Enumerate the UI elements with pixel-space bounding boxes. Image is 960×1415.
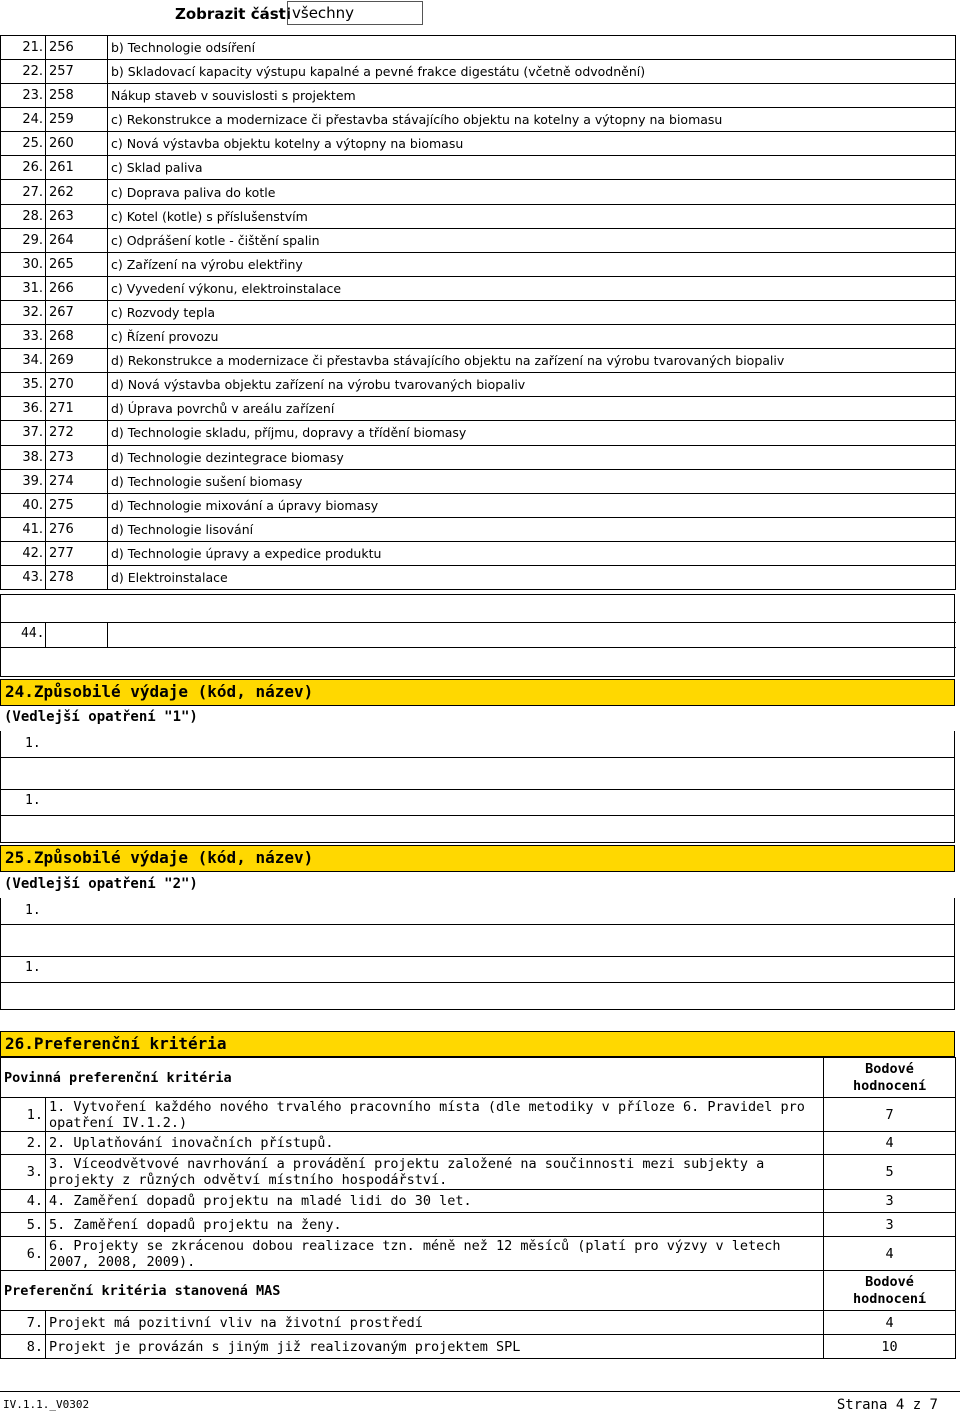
mas-criterion-row [1,1335,956,1359]
row-number: 34. [1,349,46,373]
table-row [1,108,956,132]
form-code: IV.1.1._V0302 [3,1398,90,1411]
row-description: b) Skladovací kapacity výstupu kapalné a pevné frakce digestátu (včetně odvodnění) [108,60,956,84]
row-code: 277 [46,541,108,565]
criterion-number: 4. [1,1190,46,1213]
row-number: 41. [1,517,46,541]
row-44 [0,594,955,677]
criterion-text: 4. Zaměření dopadů projektu na mladé lidi do 30 let. [46,1190,824,1213]
row-description: d) Nová výstavba objektu zařízení na výrobu tvarovaných biopaliv [108,373,956,397]
table-row [1,565,956,589]
show-parts-label: Zobrazit části [175,5,291,23]
row-description: Nákup staveb v souvislosti s projektem [108,84,956,108]
section-24-subtitle: (Vedlejší opatření "1") [4,709,198,725]
section-24-body [0,731,955,843]
criterion-number: 8. [1,1335,46,1359]
table-row [1,445,956,469]
row-number: 39. [1,469,46,493]
table-row [1,60,956,84]
table-row [1,132,956,156]
criterion-row [1,1190,956,1213]
row-description: c) Doprava paliva do kotle [108,180,956,204]
table-row [1,252,956,276]
row-code: 275 [46,493,108,517]
criterion-row [1,1155,956,1190]
table-row [1,325,956,349]
row-description: d) Technologie lisování [108,517,956,541]
table-row [1,349,956,373]
row-code: 272 [46,421,108,445]
criterion-text: Projekt má pozitivní vliv na životní prostředí [46,1311,824,1335]
section-26-title: 26.Preferenční kritéria [0,1031,955,1057]
row-code: 267 [46,300,108,324]
row-number: 37. [1,421,46,445]
row-description: c) Rekonstrukce a modernizace či přestavba stávajícího objektu na kotelny a výtopny na biomasu [108,108,956,132]
row-description: d) Technologie úpravy a expedice produktu [108,541,956,565]
row-code: 268 [46,325,108,349]
row-description: d) Technologie mixování a úpravy biomasy [108,493,956,517]
table-row [1,493,956,517]
section-24-title: 24.Způsobilé výdaje (kód, název) [0,679,955,706]
row-code: 270 [46,373,108,397]
points-header: Bodové hodnocení [824,1058,956,1098]
row-code: 256 [46,36,108,60]
row-number: 43. [1,565,46,589]
row-description: c) Vyvedení výkonu, elektroinstalace [108,276,956,300]
table-row [1,421,956,445]
row-number: 27. [1,180,46,204]
table-row [1,276,956,300]
row-code: 261 [46,156,108,180]
criterion-row [1,1098,956,1132]
section-25-item-1: 1. [25,903,41,918]
criterion-points: 5 [824,1155,956,1190]
footer-divider [0,1391,960,1392]
criterion-number: 3. [1,1155,46,1190]
row-number: 33. [1,325,46,349]
table-row [1,469,956,493]
criterion-text: 5. Zaměření dopadů projektu na ženy. [46,1213,824,1237]
table-row [1,84,956,108]
row-code: 278 [46,565,108,589]
row-code: 259 [46,108,108,132]
criterion-number: 1. [1,1098,46,1132]
row-code: 266 [46,276,108,300]
criterion-text: Projekt je provázán s jiným již realizovaným projektem SPL [46,1335,824,1359]
row-number: 32. [1,300,46,324]
row-number: 23. [1,84,46,108]
row-number: 40. [1,493,46,517]
row-number: 28. [1,204,46,228]
page-number: Strana 4 z 7 [836,1397,938,1413]
criterion-row [1,1213,956,1237]
row-code: 274 [46,469,108,493]
row-description: c) Nová výstavba objektu kotelny a výtopny na biomasu [108,132,956,156]
row-description: d) Úprava povrchů v areálu zařízení [108,397,956,421]
criteria-table [0,1057,956,1359]
row-description: c) Zařízení na výrobu elektřiny [108,252,956,276]
criterion-number: 5. [1,1213,46,1237]
section-24-item-1: 1. [25,736,41,751]
row-code: 276 [46,517,108,541]
row-number: 21. [1,36,46,60]
criterion-points: 3 [824,1190,956,1213]
criterion-number: 6. [1,1237,46,1271]
table-row [1,397,956,421]
criterion-points: 3 [824,1213,956,1237]
row-description: c) Řízení provozu [108,325,956,349]
row-description: c) Rozvody tepla [108,300,956,324]
row-number: 25. [1,132,46,156]
table-row [1,300,956,324]
criterion-number: 2. [1,1132,46,1155]
row-description: d) Technologie sušení biomasy [108,469,956,493]
table-row [1,180,956,204]
row-number: 35. [1,373,46,397]
table-row [1,373,956,397]
table-row [1,204,956,228]
expense-table [0,35,956,590]
criterion-row [1,1237,956,1271]
row-44-number: 44. [21,626,45,641]
criterion-points: 4 [824,1311,956,1335]
mas-criteria-label: Preferenční kritéria stanovená MAS [1,1271,824,1311]
section-25-subtitle: (Vedlejší opatření "2") [4,876,198,892]
row-code: 264 [46,228,108,252]
row-code: 273 [46,445,108,469]
criterion-text: 6. Projekty se zkrácenou dobou realizace tzn. méně než 12 měsíců (platí pro výzvy v letech 2007, 2008, 2009). [46,1237,824,1271]
row-description: c) Kotel (kotle) s příslušenstvím [108,204,956,228]
table-row [1,156,956,180]
row-number: 31. [1,276,46,300]
criterion-row [1,1132,956,1155]
mandatory-criteria-label: Povinná preferenční kritéria [1,1058,824,1098]
mas-points-header: Bodové hodnocení [824,1271,956,1311]
criterion-points: 4 [824,1237,956,1271]
section-25-title: 25.Způsobilé výdaje (kód, název) [0,845,955,872]
row-number: 30. [1,252,46,276]
row-description: d) Rekonstrukce a modernizace či přestavba stávajícího objektu na zařízení na výrobu tvarovaných biopaliv [108,349,956,373]
row-code: 257 [46,60,108,84]
row-number: 38. [1,445,46,469]
table-row [1,517,956,541]
criterion-text: 1. Vytvoření každého nového trvalého pracovního místa (dle metodiky v příloze 6. Pravidel pro opatření IV.1.2.) [46,1098,824,1132]
row-description: b) Technologie odsíření [108,36,956,60]
section-24-item-2: 1. [25,793,41,808]
criterion-number: 7. [1,1311,46,1335]
row-code: 265 [46,252,108,276]
criterion-points: 4 [824,1132,956,1155]
section-25-body [0,898,955,1010]
row-description: d) Technologie dezintegrace biomasy [108,445,956,469]
mas-criterion-row [1,1311,956,1335]
table-row [1,541,956,565]
criterion-text: 3. Víceodvětvové navrhování a provádění projektu založené na součinnosti mezi subjekty a projekty z různých odvětví místního hospodářství. [46,1155,824,1190]
row-code: 262 [46,180,108,204]
criterion-points: 7 [824,1098,956,1132]
row-number: 42. [1,541,46,565]
row-number: 36. [1,397,46,421]
row-code: 263 [46,204,108,228]
row-number: 26. [1,156,46,180]
criterion-points: 10 [824,1335,956,1359]
row-description: c) Odprášení kotle - čištění spalin [108,228,956,252]
table-row [1,228,956,252]
row-number: 24. [1,108,46,132]
row-number: 22. [1,60,46,84]
row-code: 271 [46,397,108,421]
parts-select[interactable]: všechny [287,1,423,25]
row-code: 258 [46,84,108,108]
row-description: d) Elektroinstalace [108,565,956,589]
section-25-item-2: 1. [25,960,41,975]
row-code: 260 [46,132,108,156]
row-description: c) Sklad paliva [108,156,956,180]
criterion-text: 2. Uplatňování inovačních přístupů. [46,1132,824,1155]
row-description: d) Technologie skladu, příjmu, dopravy a třídění biomasy [108,421,956,445]
table-row [1,36,956,60]
row-code: 269 [46,349,108,373]
row-number: 29. [1,228,46,252]
